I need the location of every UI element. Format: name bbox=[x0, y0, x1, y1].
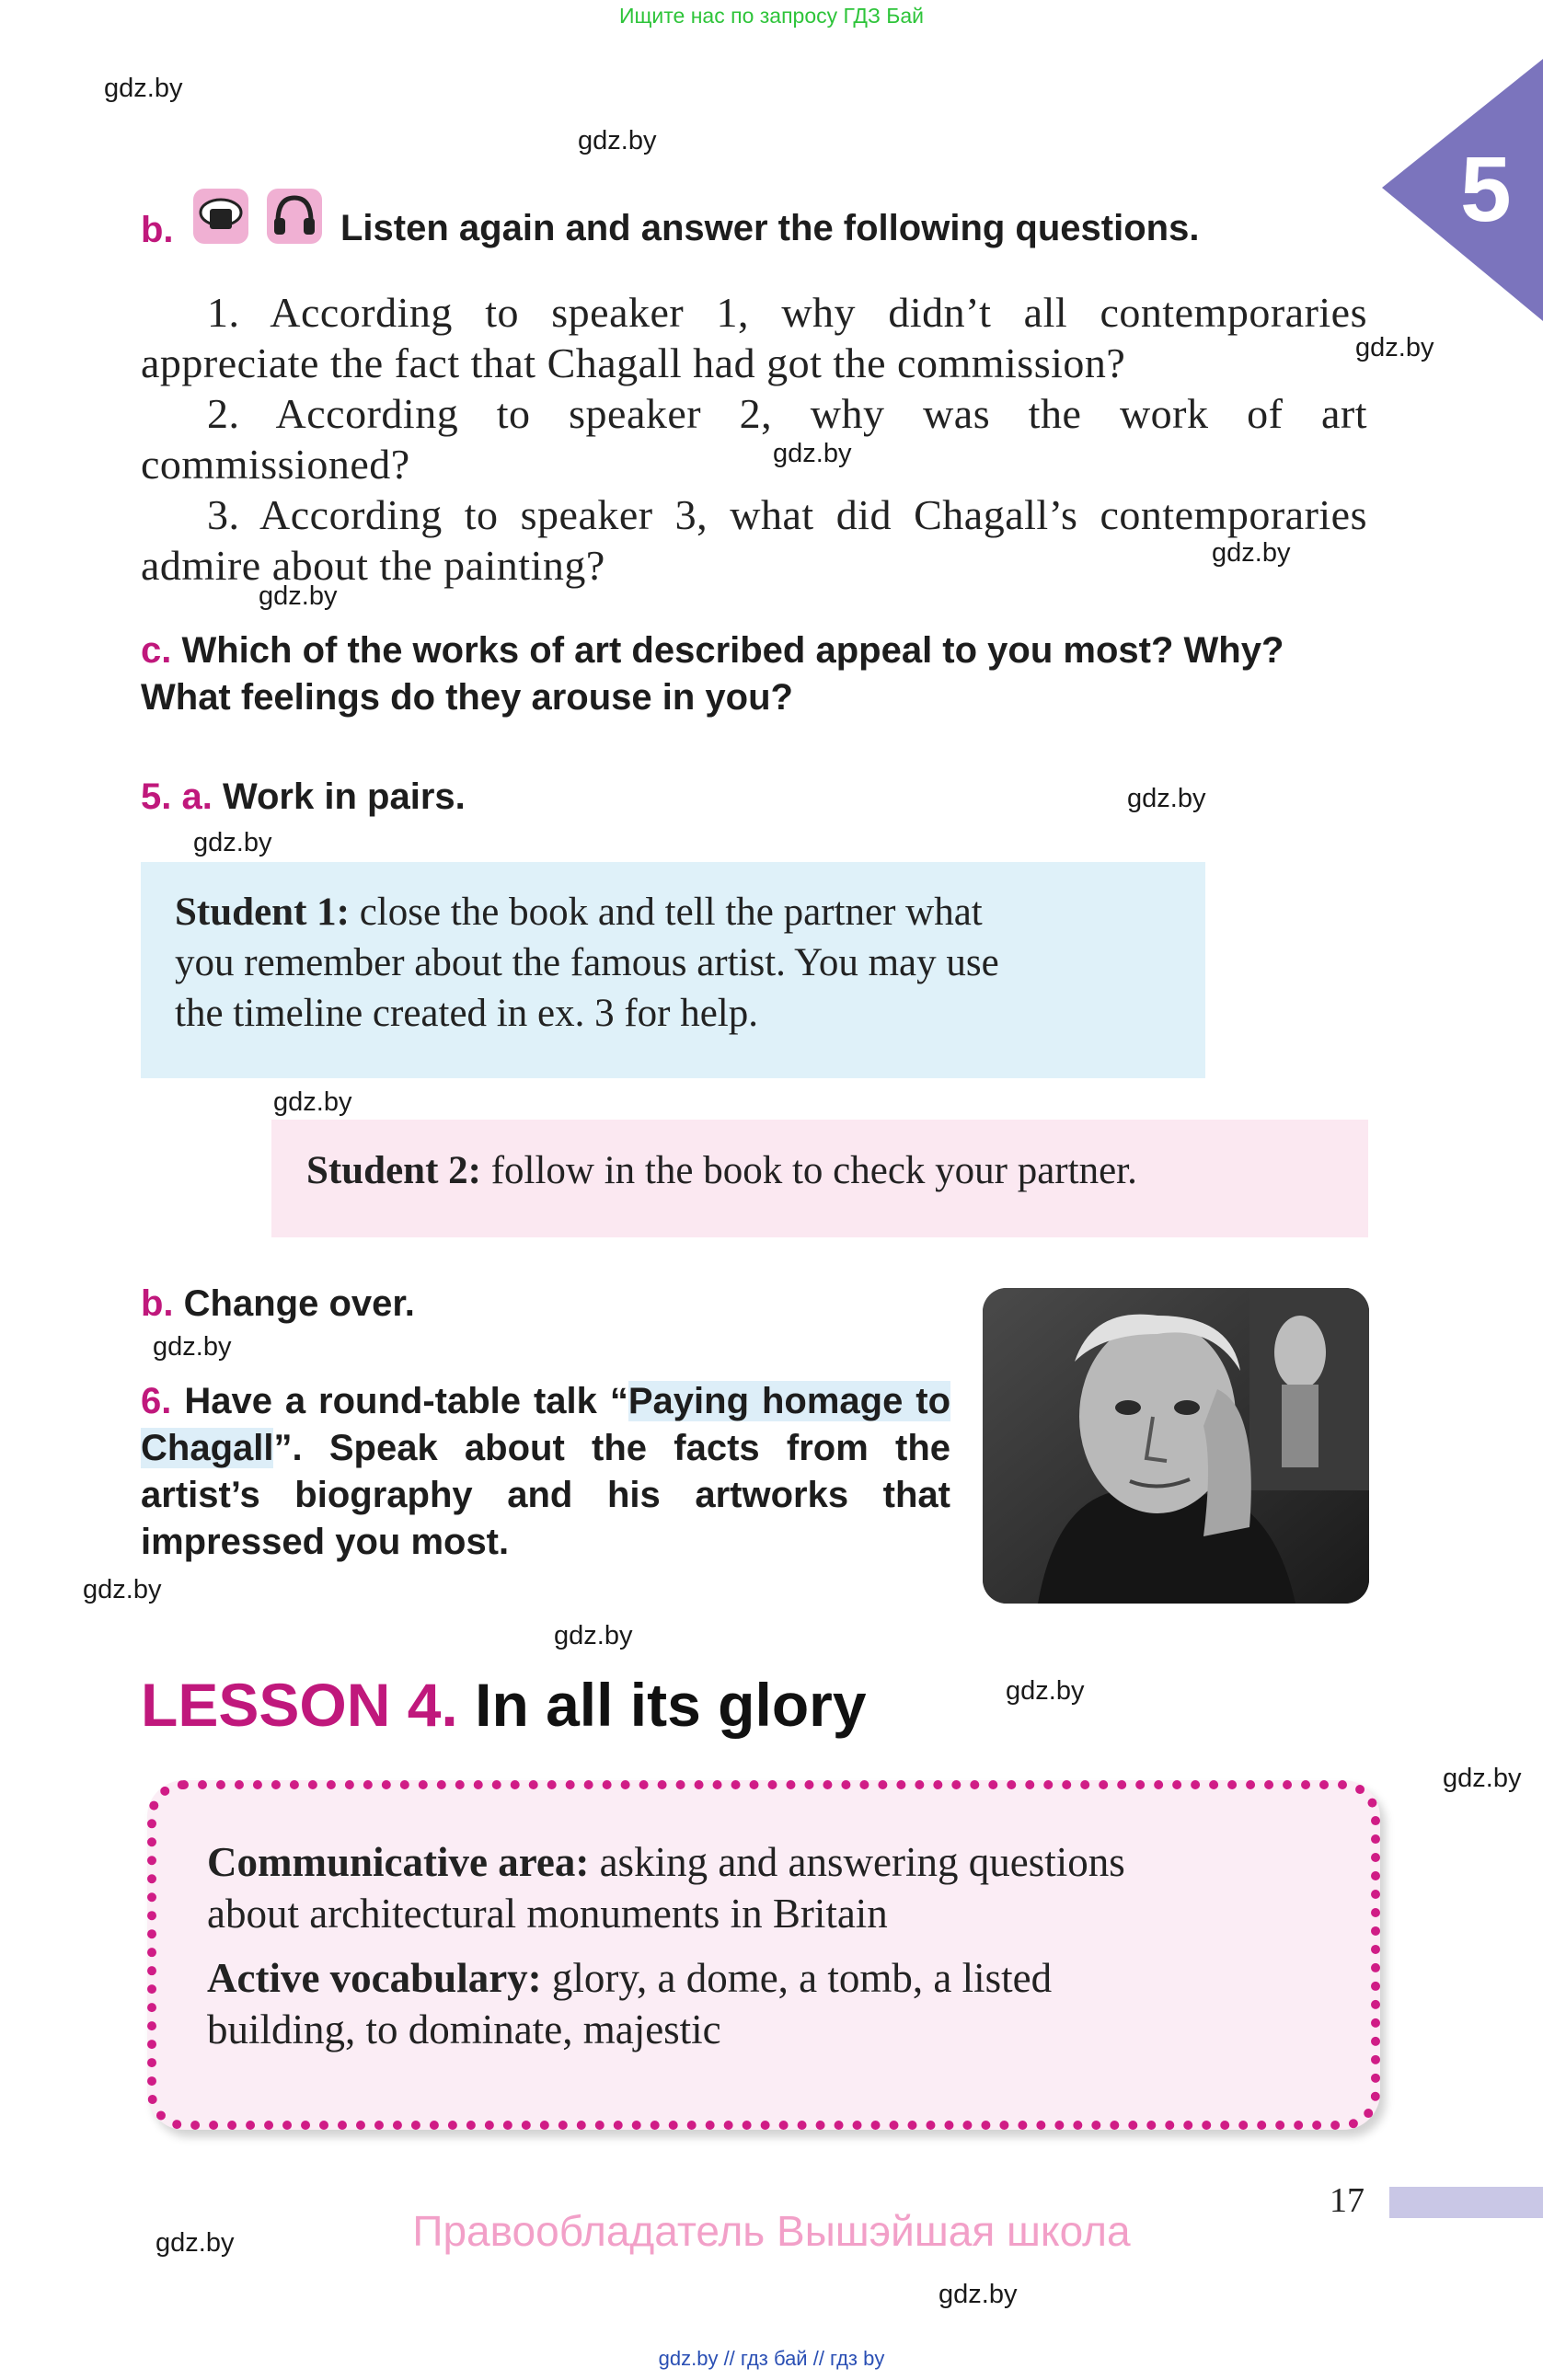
student-2-label: Student 2: bbox=[306, 1149, 481, 1192]
exercise-6-highlight-1: Paying homage to bbox=[628, 1381, 951, 1421]
section-c bbox=[141, 630, 1284, 672]
watermark: gdz.by bbox=[155, 2228, 235, 2258]
exercise-5-instruction: Work in pairs. bbox=[222, 776, 466, 817]
watermark: gdz.by bbox=[104, 74, 183, 103]
watermark: gdz.by bbox=[153, 1332, 232, 1362]
question-item: 3. According to speaker 3, what did Chagall’s contemporaries admire about the painting? bbox=[141, 491, 1367, 589]
question-item: 1. According to speaker 1, why didn’t all contemporaries appreciate the fact that Chagall had got the commission? bbox=[141, 289, 1367, 386]
student-1-line2: you remember about the famous artist. You may use bbox=[175, 941, 999, 984]
watermark: gdz.by bbox=[1212, 538, 1291, 568]
student-2-text: follow in the book to check your partner. bbox=[480, 1149, 1137, 1192]
watermark: gdz.by bbox=[83, 1575, 162, 1604]
headphones-icon bbox=[267, 189, 322, 244]
exercise-6-text-a: Have a round-table talk “ bbox=[184, 1381, 628, 1421]
student-1-box bbox=[141, 862, 1205, 1078]
section-b-letter: b. bbox=[141, 210, 174, 250]
section-5b-text: Change over. bbox=[183, 1283, 415, 1324]
watermark: gdz.by bbox=[773, 439, 852, 468]
chagall-portrait-photo bbox=[983, 1288, 1369, 1604]
watermark: gdz.by bbox=[554, 1621, 633, 1650]
exercise-6-highlight-2: Chagall bbox=[141, 1428, 274, 1468]
unit-number: 5 bbox=[1460, 138, 1512, 241]
communicative-area-label: Communicative area: bbox=[207, 1839, 590, 1885]
section-b-instruction: Listen again and answer the following questions. bbox=[340, 208, 1200, 248]
bottom-links[interactable]: gdz.by // гдз бай // гдз by bbox=[658, 2347, 885, 2370]
top-search-banner: Ищите нас по запросу ГДЗ Бай bbox=[618, 4, 925, 28]
section-c-line1: Which of the works of art described appeal to you most? Why? bbox=[181, 630, 1284, 671]
watermark: gdz.by bbox=[273, 1087, 352, 1117]
section-5b bbox=[141, 1283, 415, 1325]
exercise-6-text-b: ”. Speak about the facts from the artist’s biography and his artworks that impressed you most. bbox=[141, 1428, 950, 1562]
page-number: 17 bbox=[1330, 2181, 1365, 2220]
watermark: gdz.by bbox=[259, 581, 338, 611]
section-5b-letter: b. bbox=[141, 1283, 174, 1324]
watermark: gdz.by bbox=[1006, 1676, 1085, 1706]
watermark: gdz.by bbox=[1127, 784, 1206, 813]
active-vocabulary-label: Active vocabulary: bbox=[207, 1955, 542, 2001]
copyright-notice: Правообладатель Вышэйшая школа bbox=[412, 2207, 1131, 2255]
communicative-area-line1 bbox=[207, 1836, 1297, 1888]
question-list bbox=[141, 287, 1367, 591]
watermark: gdz.by bbox=[1355, 333, 1434, 362]
student-2-line bbox=[306, 1145, 1137, 1196]
lesson-label: LESSON 4. bbox=[141, 1671, 458, 1739]
student-2-box bbox=[271, 1120, 1368, 1237]
watermark: gdz.by bbox=[1443, 1764, 1522, 1793]
active-vocabulary-line2: building, to dominate, majestic bbox=[207, 2006, 721, 2052]
cloud-device-icon bbox=[193, 189, 248, 244]
student-1-label: Student 1: bbox=[175, 891, 350, 934]
watermark: gdz.by bbox=[578, 126, 657, 155]
question-item: 2. According to speaker 2, why was the work of art commissioned? bbox=[141, 390, 1367, 488]
active-vocabulary bbox=[207, 1952, 1297, 2055]
exercise-6-number: 6. bbox=[141, 1381, 172, 1421]
student-1-line1 bbox=[175, 887, 983, 937]
communicative-area-text: asking and answering questions bbox=[589, 1839, 1125, 1885]
active-vocabulary-line1 bbox=[207, 1952, 1297, 2004]
unit-tab bbox=[1382, 59, 1543, 321]
exercise-5-letter: a. bbox=[181, 776, 213, 817]
exercise-5-header bbox=[141, 776, 466, 818]
section-c-letter: c. bbox=[141, 630, 172, 671]
student-1-line3: the timeline created in ex. 3 for help. bbox=[175, 992, 758, 1035]
exercise-5-number: 5. bbox=[141, 776, 172, 817]
watermark: gdz.by bbox=[938, 2280, 1018, 2309]
active-vocabulary-text: glory, a dome, a tomb, a listed bbox=[541, 1955, 1053, 2001]
communicative-area-line2: about architectural monuments in Britain bbox=[207, 1891, 888, 1937]
exercise-6 bbox=[141, 1378, 950, 1566]
watermark: gdz.by bbox=[193, 828, 272, 857]
lesson-title: In all its glory bbox=[457, 1671, 867, 1739]
lesson-heading bbox=[141, 1670, 867, 1740]
section-c-line2: What feelings do they arouse in you? bbox=[141, 677, 793, 718]
student-1-text: close the book and tell the partner what bbox=[349, 891, 983, 934]
communicative-area bbox=[207, 1836, 1297, 1939]
